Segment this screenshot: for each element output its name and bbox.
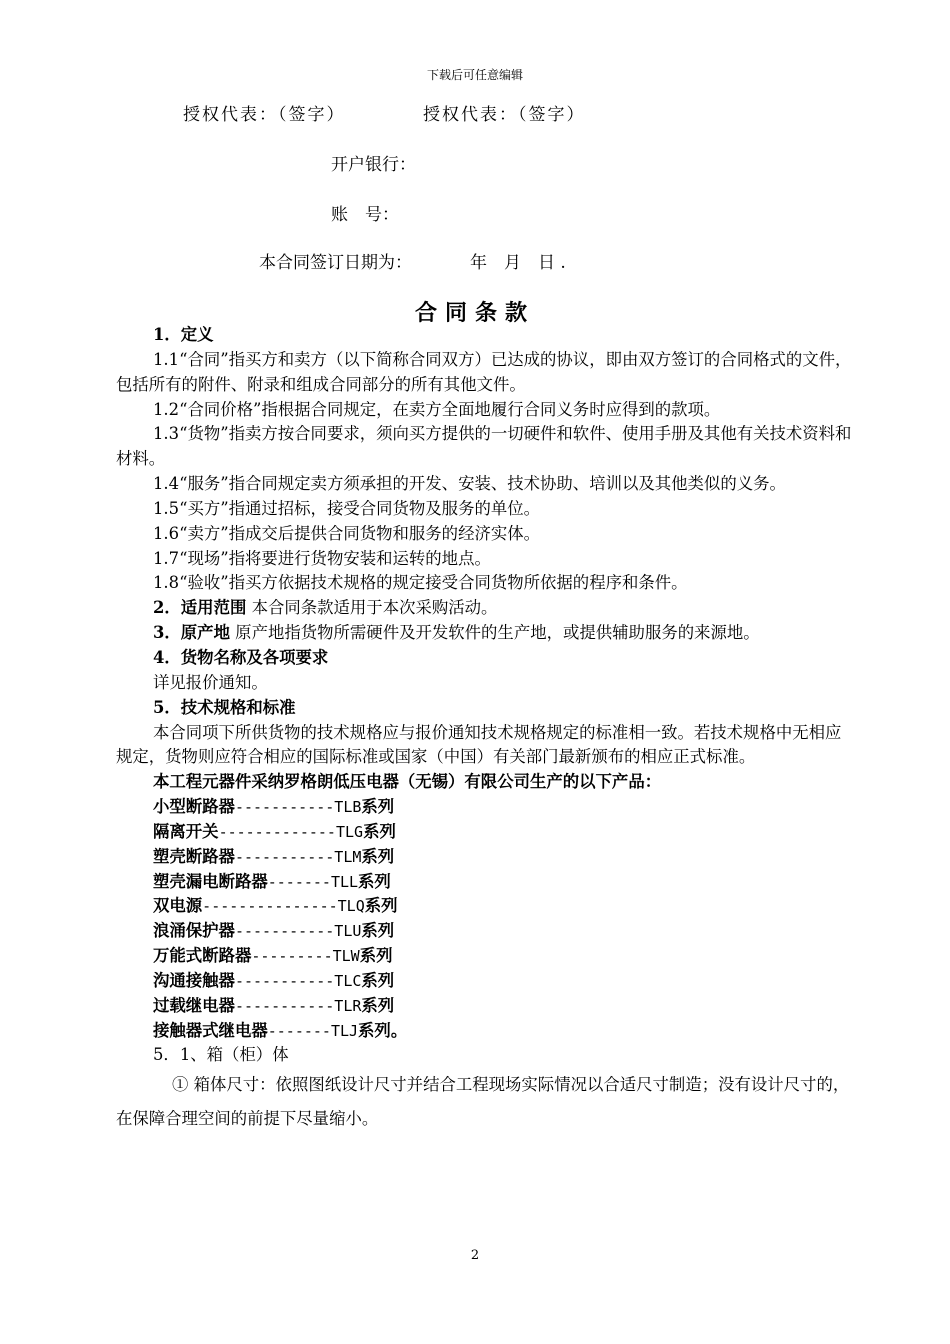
clause [116,621,852,646]
product-row [116,919,852,944]
sign-date-fields: 年 月 日 . [470,253,566,273]
product-row [116,894,852,919]
product-row [116,870,852,895]
clause-text: 本合同条款适用于本次采购活动。 [246,598,498,618]
page-header: 下载后可任意编辑 [426,68,523,82]
product-suffix: 系列。 [358,1020,408,1040]
product-name: 过载继电器 [153,995,235,1015]
products-intro: 本工程元器件采纳罗格朗低压电器（无锡）有限公司生产的以下产品： [153,772,662,792]
clause: 详见报价通知。 [153,672,268,692]
product-suffix: 系列 [364,896,398,916]
product-code: TLR [334,996,362,1015]
product-dashes: ----------- [234,798,335,817]
clause: 1.8“验收”指买方依据技术规格的规定接受合同货物所依据的程序和条件。 [153,573,688,593]
product-dashes: ----------- [234,847,335,866]
product-row [116,820,852,845]
product-suffix: 系列 [361,970,395,990]
product-row [116,1019,852,1044]
bank-label: 开户银行： [331,155,416,175]
buyer-signature-label: 授权代表：（签字） [183,105,346,125]
product-code: TLC [334,971,362,990]
product-row [116,994,852,1019]
product-row [116,969,852,994]
product-name: 接触器式继电器 [153,1020,268,1040]
product-name: 双电源 [153,896,203,916]
section-heading: 3．原产地 [153,623,230,643]
product-suffix: 系列 [359,946,393,966]
account-label: 账 号： [331,205,399,225]
product-name: 塑壳断路器 [153,846,235,866]
product-dashes: ------------- [218,822,336,841]
product-dashes: --------------- [202,897,338,916]
clause: 1.6“卖方”指成交后提供合同货物和服务的经济实体。 [153,523,541,543]
product-name: 万能式断路器 [153,946,252,966]
clause: 1.2“合同价格”指根据合同规定，在卖方全面地履行合同义务时应得到的款项。 [153,399,721,419]
clause: 1.1“合同”指买方和卖方（以下简称合同双方）已达成的协议，即由双方签订的合同格式的文件，包括所有的附件、附录和组成合同部分的所有其他文件。 [116,349,852,394]
section-heading: 4．货物名称及各项要求 [153,647,329,667]
clause-text: 原产地指货物所需硬件及开发软件的生产地，或提供辅助服务的来源地。 [229,623,760,643]
clause: 1.5“买方”指通过招标，接受合同货物及服务的单位。 [153,498,541,518]
product-code: TLB [334,798,362,817]
product-name: 浪涌保护器 [153,921,235,941]
product-code: TLL [330,872,359,891]
product-code: TLQ [337,897,365,916]
product-suffix: 系列 [358,871,391,891]
product-suffix: 系列 [363,821,396,841]
clause: 1.3“货物”指卖方按合同要求，须向买方提供的一切硬件和软件、使用手册及其他有关技术资料和材料。 [116,424,852,469]
product-row [116,795,852,820]
section-heading: 2．适用范围 [153,598,247,618]
subsection-heading: 5．1、箱（柜）体 [153,1045,289,1065]
page-title: 合同条款 [414,300,535,326]
product-dashes: ------- [267,1021,331,1040]
product-code: TLU [334,922,362,941]
clause: 1.4“服务”指合同规定卖方须承担的开发、安装、技术协助、培训以及其他类似的义务。 [153,474,786,494]
product-suffix: 系列 [361,921,395,941]
product-name: 塑壳漏电断路器 [153,871,268,891]
product-row [116,944,852,969]
product-code: TLJ [330,1021,359,1040]
product-code: TLG [335,822,364,841]
section-heading: 1．定义 [153,325,214,344]
product-name: 沟通接触器 [153,970,235,990]
clause [116,596,852,621]
seller-signature-label: 授权代表：（签字） [423,105,586,125]
product-suffix: 系列 [361,846,395,866]
sign-date-label: 本合同签订日期为： [259,253,412,273]
page-number: 2 [470,1248,480,1263]
product-list [116,795,852,1043]
product-name: 隔离开关 [153,821,219,841]
product-dashes: ----------- [234,971,335,990]
product-dashes: ----------- [234,922,335,941]
clause: 1.7“现场”指将要进行货物安装和运转的地点。 [153,548,491,568]
product-dashes: ----------- [234,996,335,1015]
product-code: TLW [332,947,360,966]
clause: ① 箱体尺寸：依照图纸设计尺寸并结合工程现场实际情况以合适尺寸制造；没有设计尺寸的，在保障合理空间的前提下尽量缩小。 [116,1075,850,1129]
product-suffix: 系列 [361,995,395,1015]
product-code: TLM [334,847,362,866]
product-suffix: 系列 [361,797,395,817]
section-heading: 5．技术规格和标准 [153,697,296,717]
product-dashes: --------- [251,947,333,966]
clause: 本合同项下所供货物的技术规格应与报价通知技术规格规定的标准相一致。若技术规格中无相应规定，货物则应符合相应的国际标准或国家（中国）有关部门最新颁布的相应正式标准。 [116,722,842,767]
contract-terms [116,323,852,1136]
product-dashes: ------- [267,872,331,891]
product-name: 小型断路器 [153,797,235,817]
product-row [116,845,852,870]
